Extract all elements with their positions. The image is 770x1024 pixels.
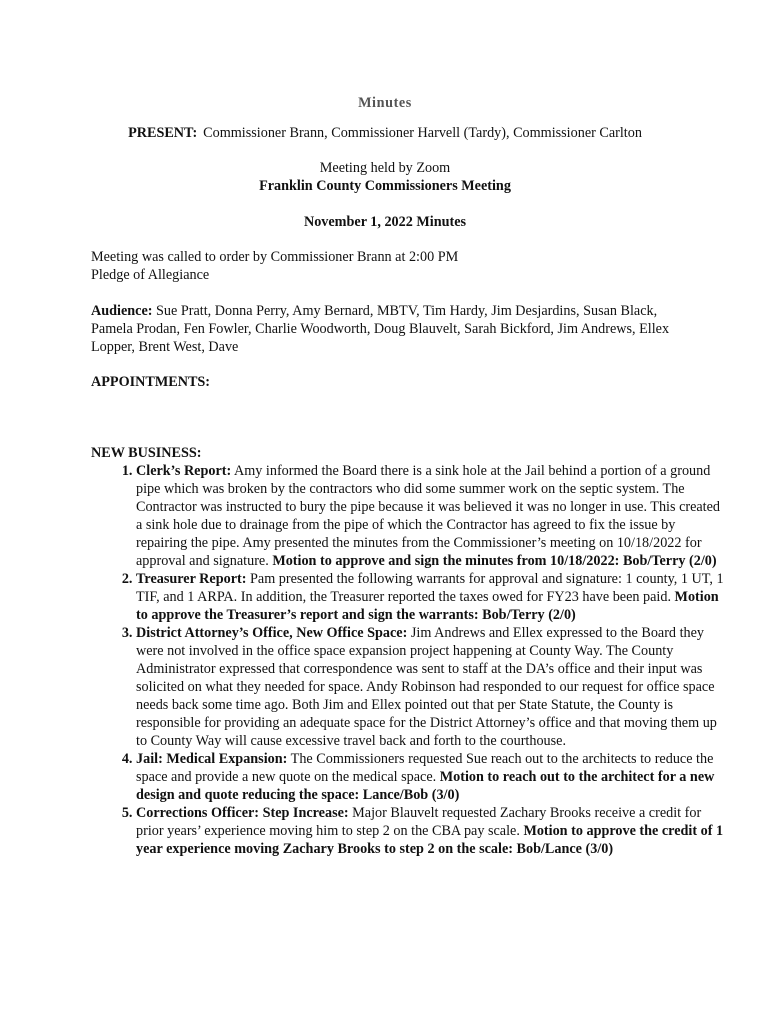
item-motion: Motion to reach out to the architect for a new design and quote reducing the space: Lance/Bob (3/0) (136, 769, 715, 803)
item-body: Major Blauvelt requested Zachary Brooks receive a credit for prior years’ experience moving him to step 2 on the CBA pay scale. (136, 805, 702, 839)
new-business-list (91, 462, 726, 858)
item-body: Jim Andrews and Ellex expressed to the Board they were not involved in the office space expansion project happening at County Way. The County Administrator expressed that correspondence was sent to staff at the DA’s office and their input was solicited on what they needed for space. Andy Robinson had responded to our request for office space needs back some time ago. Both Jim and Ellex pointed out that per State Statute, the County is responsible for providing an adequate space for the District Attorney’s office and that moving them up to County Way will cause excessive travel back and forth to the courthouse. (136, 625, 717, 749)
opening-block (91, 248, 681, 284)
present-label: PRESENT: (128, 125, 198, 141)
appointments-heading: APPOINTMENTS: (91, 374, 211, 390)
item-title: Clerk’s Report: (136, 463, 232, 479)
pledge: Pledge of Allegiance (91, 267, 210, 283)
audience-block (91, 302, 681, 356)
item-title: District Attorney’s Office, New Office Space: (136, 625, 408, 641)
present-text: Commissioner Brann, Commissioner Harvell (Tardy), Commissioner Carlton (203, 125, 642, 141)
item-body: Pam presented the following warrants for approval and signature: 1 county, 1 UT, 1 TIF, and 1 ARPA. In addition, the Treasurer reported the taxes owed for FY23 have been paid. (136, 571, 724, 605)
meeting-mode: Meeting held by Zoom (319, 160, 451, 176)
item-motion: Motion to approve and sign the minutes from 10/18/2022: Bob/Terry (2/0) (272, 553, 717, 569)
meeting-date: November 1, 2022 Minutes (303, 214, 467, 230)
list-item (136, 570, 726, 624)
item-body: Amy informed the Board there is a sink hole at the Jail behind a portion of a ground pipe which was broken by the contractors who did some summer work on the septic system. The Contractor was instructed to bury the pipe because it was believed it was no longer in use. This created a sink hole due to drainage from the pipe of which the Contractor has agreed to fix the issue by repairing the pipe. Amy presented the minutes from the Commissioner’s meeting on 10/18/2022 for approval and signature. (136, 463, 721, 569)
list-item (136, 804, 726, 858)
audience-label: Audience: (91, 303, 153, 319)
item-title: Treasurer Report: (136, 571, 247, 587)
document-title: Minutes (358, 95, 412, 111)
meeting-name: Franklin County Commissioners Meeting (259, 178, 511, 194)
list-item (136, 750, 726, 804)
item-title: Corrections Officer: Step Increase: (136, 805, 349, 821)
item-motion: Motion to approve the credit of 1 year experience moving Zachary Brooks to step 2 on the scale: Bob/Lance (3/0) (136, 823, 724, 857)
list-item (136, 624, 726, 750)
item-motion: Motion to approve the Treasurer’s report and sign the warrants: Bob/Terry (2/0) (136, 589, 719, 623)
item-title: Jail: Medical Expansion: (136, 751, 288, 767)
item-body: The Commissioners requested Sue reach out to the architects to reduce the space and provide a new quote on the medical space. (136, 751, 714, 785)
present-line (0, 124, 770, 142)
call-to-order: Meeting was called to order by Commissioner Brann at 2:00 PM (91, 249, 459, 265)
new-business-heading: NEW BUSINESS: (91, 445, 202, 461)
audience-text: Sue Pratt, Donna Perry, Amy Bernard, MBTV, Tim Hardy, Jim Desjardins, Susan Black, Pamela Prodan, Fen Fowler, Charlie Woodworth, Doug Blauvelt, Sarah Bickford, Jim Andrews, Ellex Lopper, Brent West, Dave (91, 303, 670, 355)
list-item (136, 462, 726, 570)
